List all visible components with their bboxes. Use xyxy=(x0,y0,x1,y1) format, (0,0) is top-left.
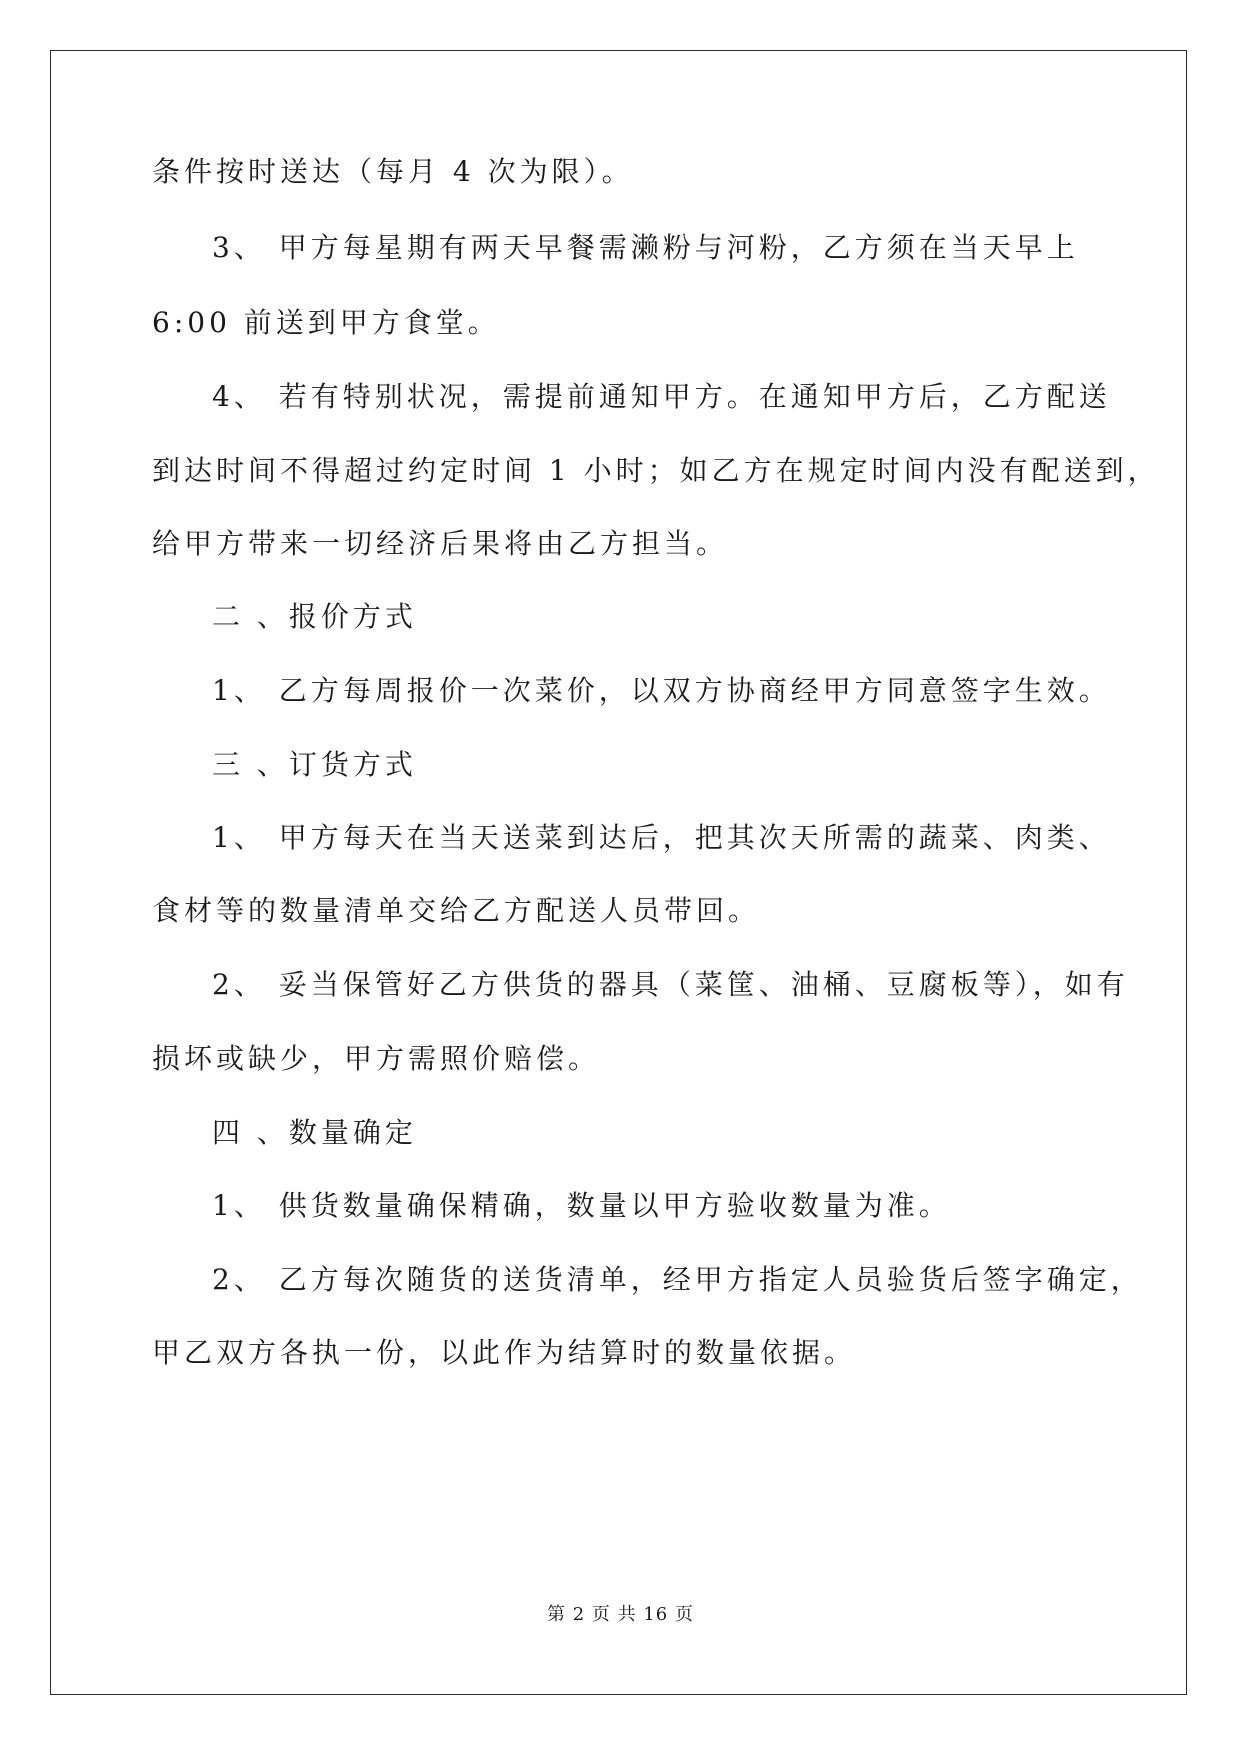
section-heading: 二 、报价方式 xyxy=(212,600,417,633)
paragraph-line: 甲乙双方各执一份，以此作为结算时的数量依据。 xyxy=(152,1336,857,1369)
paragraph-line: 1、 乙方每周报价一次菜价，以双方协商经甲方同意签字生效。 xyxy=(212,674,1111,707)
paragraph-line: 给甲方带来一切经济后果将由乙方担当。 xyxy=(152,527,729,560)
paragraph-line: 1、 供货数量确保精确，数量以甲方验收数量为准。 xyxy=(212,1189,951,1222)
section-heading: 三 、订货方式 xyxy=(212,748,417,781)
section-heading: 四 、数量确定 xyxy=(212,1116,417,1149)
page-border xyxy=(50,50,1187,1695)
page-number-footer: 第 2 页 共 16 页 xyxy=(547,1604,694,1625)
paragraph-line: 6:00 前送到甲方食堂。 xyxy=(152,306,500,339)
paragraph-line: 食材等的数量清单交给乙方配送人员带回。 xyxy=(152,894,761,927)
paragraph-line: 3、 甲方每星期有两天早餐需濑粉与河粉，乙方须在当天早上 xyxy=(212,231,1079,264)
paragraph-line: 2、 乙方每次随货的送货清单，经甲方指定人员验货后签字确定， xyxy=(212,1263,1143,1296)
paragraph-line: 1、 甲方每天在当天送菜到达后，把其次天所需的蔬菜、肉类、 xyxy=(212,821,1111,854)
paragraph-line: 到达时间不得超过约定时间 1 小时；如乙方在规定时间内没有配送到， xyxy=(152,454,1160,487)
paragraph-line: 损坏或缺少，甲方需照价赔偿。 xyxy=(152,1042,601,1075)
paragraph-line: 2、 妥当保管好乙方供货的器具（菜筐、油桶、豆腐板等），如有 xyxy=(212,968,1129,1001)
paragraph-line: 4、 若有特别状况，需提前通知甲方。在通知甲方后，乙方配送 xyxy=(212,380,1111,413)
paragraph-line: 条件按时送达（每月 4 次为限）。 xyxy=(152,155,634,188)
